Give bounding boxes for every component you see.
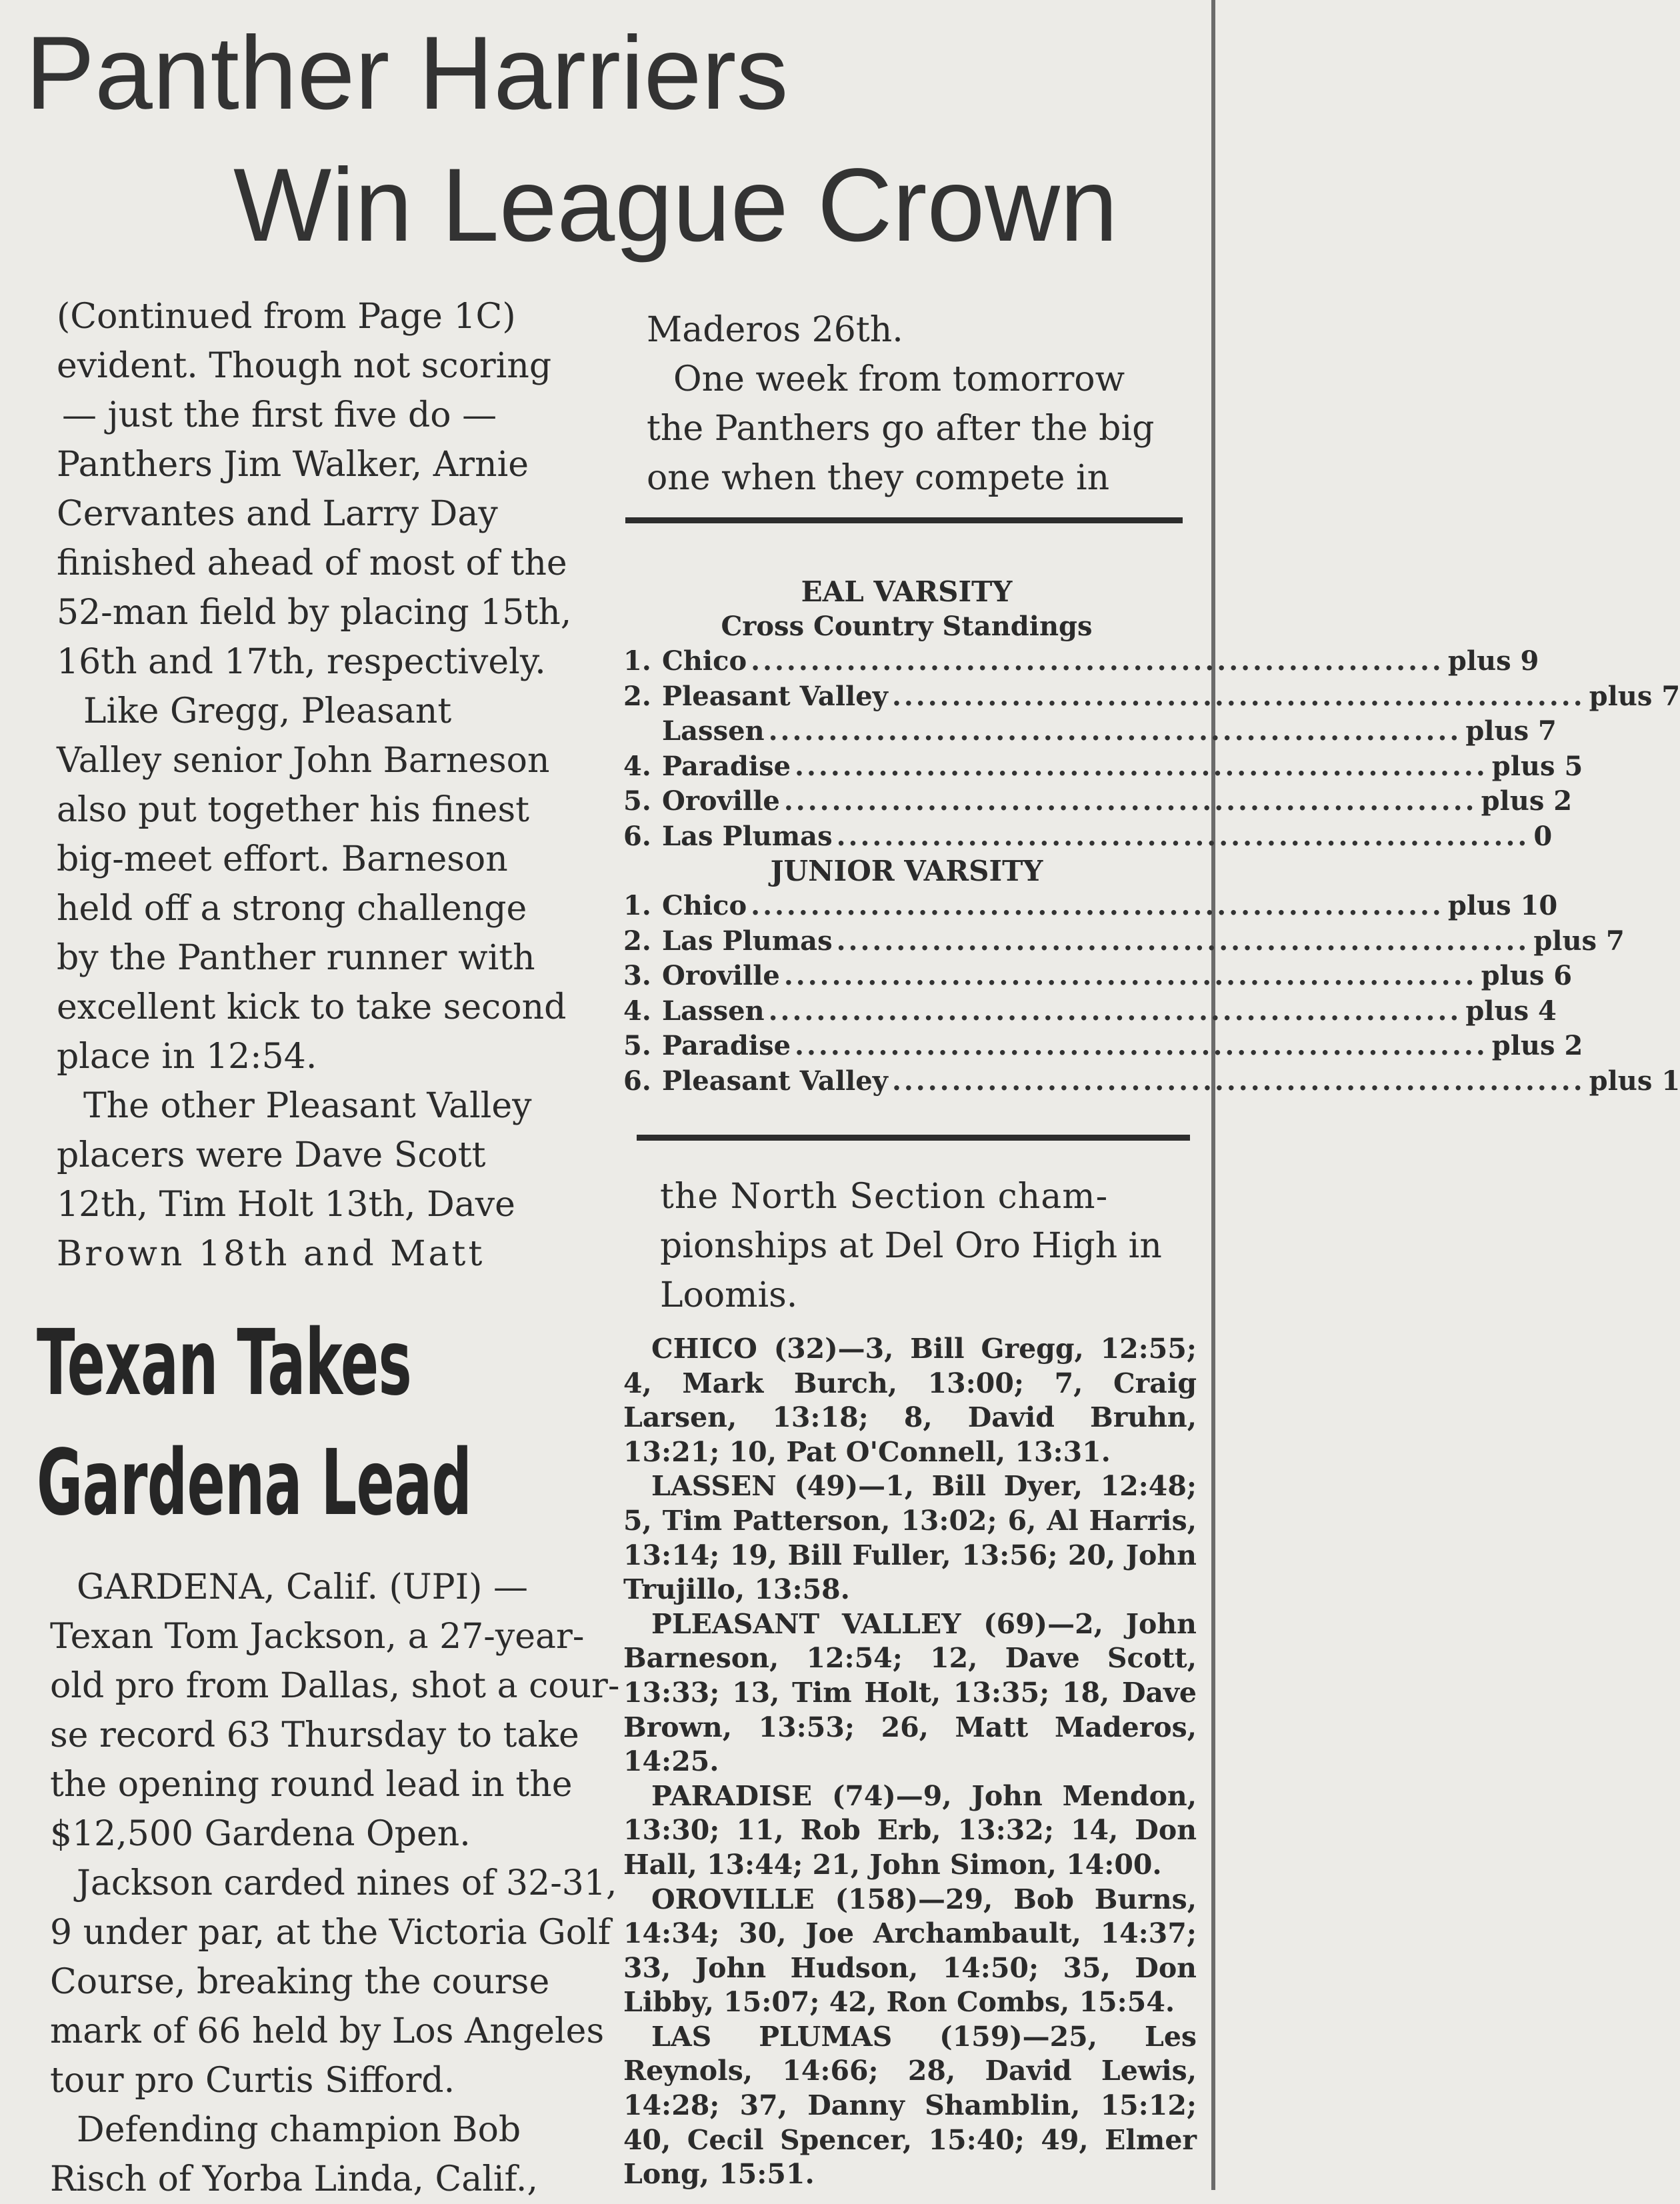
story-line: placers were Dave Scott xyxy=(57,1135,486,1175)
points: 0 xyxy=(1533,820,1553,852)
story-line: the North Section cham- xyxy=(660,1177,1109,1217)
points: plus 5 xyxy=(1491,750,1583,782)
team-name: Paradise xyxy=(662,1030,791,1061)
rank: 2. xyxy=(623,680,651,712)
story-line: 9 under par, at the Victoria Golf xyxy=(50,1913,611,1953)
story-line: Like Gregg, Pleasant xyxy=(83,691,452,731)
story2-headline-line-1: Texan Takes xyxy=(37,1311,412,1416)
team-name: Oroville xyxy=(662,960,780,991)
story-line: old pro from Dallas, shot a cour- xyxy=(50,1666,620,1706)
story-line: held off a strong challenge xyxy=(57,889,527,929)
rank: 5. xyxy=(623,785,651,817)
leader-dots: .......................................................... xyxy=(795,1030,1488,1061)
leader-dots: .......................................................... xyxy=(795,750,1488,782)
points: plus 7 xyxy=(1465,715,1557,747)
rank: 2. xyxy=(623,925,651,957)
rank: 3. xyxy=(623,960,651,991)
rank: 6. xyxy=(623,1065,651,1097)
points: plus 2 xyxy=(1481,785,1573,817)
team-result: OROVILLE (158)—29, Bob Burns, 14:34; 30, Joe Archambault, 14:37; 33, John Hudson, 14:50; 35, Don Libby, 15:07; 42, Ron Combs, 15:54. xyxy=(623,1883,1197,2019)
rank: 1. xyxy=(623,890,651,921)
divider-rule xyxy=(625,517,1183,523)
standings-row xyxy=(623,994,1557,1029)
story-line: Defending champion Bob xyxy=(77,2110,521,2150)
team-name: Chico xyxy=(662,890,747,921)
story-line: 16th and 17th, respectively. xyxy=(57,642,546,682)
team-name: Las Plumas xyxy=(662,925,833,957)
leader-dots: .......................................................... xyxy=(751,890,1444,921)
story-line: GARDENA, Calif. (UPI) — xyxy=(77,1567,528,1607)
story-line: se record 63 Thursday to take xyxy=(50,1715,579,1755)
story-line: Brown 18th and Matt xyxy=(57,1234,485,1274)
team-result: CHICO (32)—3, Bill Gregg, 12:55; 4, Mark Burch, 13:00; 7, Craig Larsen, 13:18; 8, David Bruhn, 13:21; 10, Pat O'Connell, 13:31. xyxy=(623,1333,1197,1468)
meet-results xyxy=(623,1332,1197,2192)
standings-row xyxy=(623,819,1553,855)
story-line: The other Pleasant Valley xyxy=(83,1086,532,1126)
points: plus 6 xyxy=(1481,960,1573,991)
team-result: LAS PLUMAS (159)—25, Les Reynols, 14:66; 28, David Lewis, 14:28; 37, Danny Shamblin, 15:12; 40, Cecil Spencer, 15:40; 49, Elmer Long, 15:51. xyxy=(623,2020,1197,2191)
story-line: also put together his finest xyxy=(57,790,530,830)
story1-right-top xyxy=(647,305,1180,503)
leader-dots: .......................................................... xyxy=(836,820,1530,852)
story-line: one when they compete in xyxy=(647,458,1110,498)
standings-row xyxy=(623,784,1573,819)
standings-row xyxy=(623,714,1557,749)
leader-dots: .......................................................... xyxy=(783,960,1477,991)
leader-dots: .......................................................... xyxy=(891,680,1585,712)
rank: 1. xyxy=(623,645,651,677)
leader-dots: .......................................................... xyxy=(768,715,1462,747)
story2-headline-line-2: Gardena Lead xyxy=(37,1431,472,1536)
story1-left-column xyxy=(57,292,590,1279)
team-name: Lassen xyxy=(662,715,765,747)
story-line: One week from tomorrow xyxy=(673,359,1125,399)
standings-row xyxy=(623,644,1539,679)
standings-table xyxy=(623,575,1680,1099)
points: plus 2 xyxy=(1491,1030,1583,1061)
leader-dots: .......................................................... xyxy=(783,785,1477,817)
story-line: the opening round lead in the xyxy=(50,1765,573,1805)
standings-title: EAL VARSITY xyxy=(801,575,1013,608)
story-line: finished ahead of most of the xyxy=(57,543,567,583)
standings-row xyxy=(623,679,1680,715)
team-name: Pleasant Valley xyxy=(662,680,888,712)
team-name: Pleasant Valley xyxy=(662,1065,888,1097)
story-line: big-meet effort. Barneson xyxy=(57,839,508,879)
story-line: $12,500 Gardena Open. xyxy=(50,1814,471,1854)
team-result: PARADISE (74)—9, John Mendon, 13:30; 11, Rob Erb, 13:32; 14, Don Hall, 13:44; 21, John Simon, 14:00. xyxy=(623,1779,1197,1881)
story2-body xyxy=(50,1563,620,2204)
story-line: Cervantes and Larry Day xyxy=(57,494,498,534)
story-line: (Continued from Page 1C) xyxy=(57,297,516,337)
standings-row xyxy=(623,924,1625,959)
divider-rule xyxy=(637,1135,1190,1141)
story-line: Jackson carded nines of 32-31, xyxy=(77,1863,617,1903)
rank: 4. xyxy=(623,750,651,782)
points: plus 7 xyxy=(1533,925,1625,957)
team-name: Oroville xyxy=(662,785,780,817)
story-line: the Panthers go after the big xyxy=(647,409,1155,449)
headline-line-1: Panther Harriers xyxy=(25,15,789,131)
points: plus 4 xyxy=(1465,995,1557,1027)
standings-row xyxy=(623,1064,1680,1099)
story-line: Maderos 26th. xyxy=(647,310,903,350)
standings-row xyxy=(623,889,1558,924)
story-line: evident. Though not scoring xyxy=(57,346,552,386)
team-name: Lassen xyxy=(662,995,765,1027)
leader-dots: .......................................................... xyxy=(891,1065,1585,1097)
headline-line-2: Win League Crown xyxy=(233,147,1118,263)
rank: 5. xyxy=(623,1030,651,1061)
story-line: by the Panther runner with xyxy=(57,938,535,978)
team-name: Chico xyxy=(662,645,747,677)
story-line: Valley senior John Barneson xyxy=(57,741,550,781)
story-line: 12th, Tim Holt 13th, Dave xyxy=(57,1185,515,1225)
story-line: Texan Tom Jackson, a 27-year- xyxy=(50,1617,585,1657)
leader-dots: .......................................................... xyxy=(836,925,1530,957)
standings-row xyxy=(623,959,1573,994)
story-line: Loomis. xyxy=(660,1275,798,1315)
leader-dots: .......................................................... xyxy=(768,995,1462,1027)
points: plus 7 xyxy=(1589,680,1680,712)
story-line: excellent kick to take second xyxy=(57,987,567,1027)
story-line: Panthers Jim Walker, Arnie xyxy=(57,445,529,485)
team-name: Paradise xyxy=(662,750,791,782)
standings-subtitle: Cross Country Standings xyxy=(721,611,1093,642)
jv-title: JUNIOR VARSITY xyxy=(770,855,1043,887)
story-line: mark of 66 held by Los Angeles xyxy=(50,2011,605,2051)
rank: 6. xyxy=(623,820,651,852)
story-line: Risch of Yorba Linda, Calif., xyxy=(50,2159,538,2199)
team-result: PLEASANT VALLEY (69)—2, John Barneson, 12:54; 12, Dave Scott, 13:33; 13, Tim Holt, 13:35; 18, Dave Brown, 13:53; 26, Matt Maderos, 14:25. xyxy=(623,1607,1197,1778)
story-line: — just the first five do — xyxy=(62,395,497,435)
rank: 4. xyxy=(623,995,651,1027)
points: plus 9 xyxy=(1447,645,1539,677)
standings-row xyxy=(623,749,1583,785)
leader-dots: .......................................................... xyxy=(751,645,1444,677)
story1-right-continued xyxy=(660,1172,1187,1320)
standings-row xyxy=(623,1029,1583,1064)
story-line: pionships at Del Oro High in xyxy=(660,1226,1162,1266)
story-line: 52-man field by placing 15th, xyxy=(57,593,572,633)
team-name: Las Plumas xyxy=(662,820,833,852)
story-line: place in 12:54. xyxy=(57,1037,317,1077)
team-result: LASSEN (49)—1, Bill Dyer, 12:48; 5, Tim Patterson, 13:02; 6, Al Harris, 13:14; 19, Bill Fuller, 13:56; 20, John Trujillo, 13:58. xyxy=(623,1470,1197,1606)
points: plus 10 xyxy=(1447,890,1558,921)
story-line: Course, breaking the course xyxy=(50,1962,550,2002)
points: plus 1 xyxy=(1589,1065,1680,1097)
story-line: tour pro Curtis Sifford. xyxy=(50,2061,455,2101)
